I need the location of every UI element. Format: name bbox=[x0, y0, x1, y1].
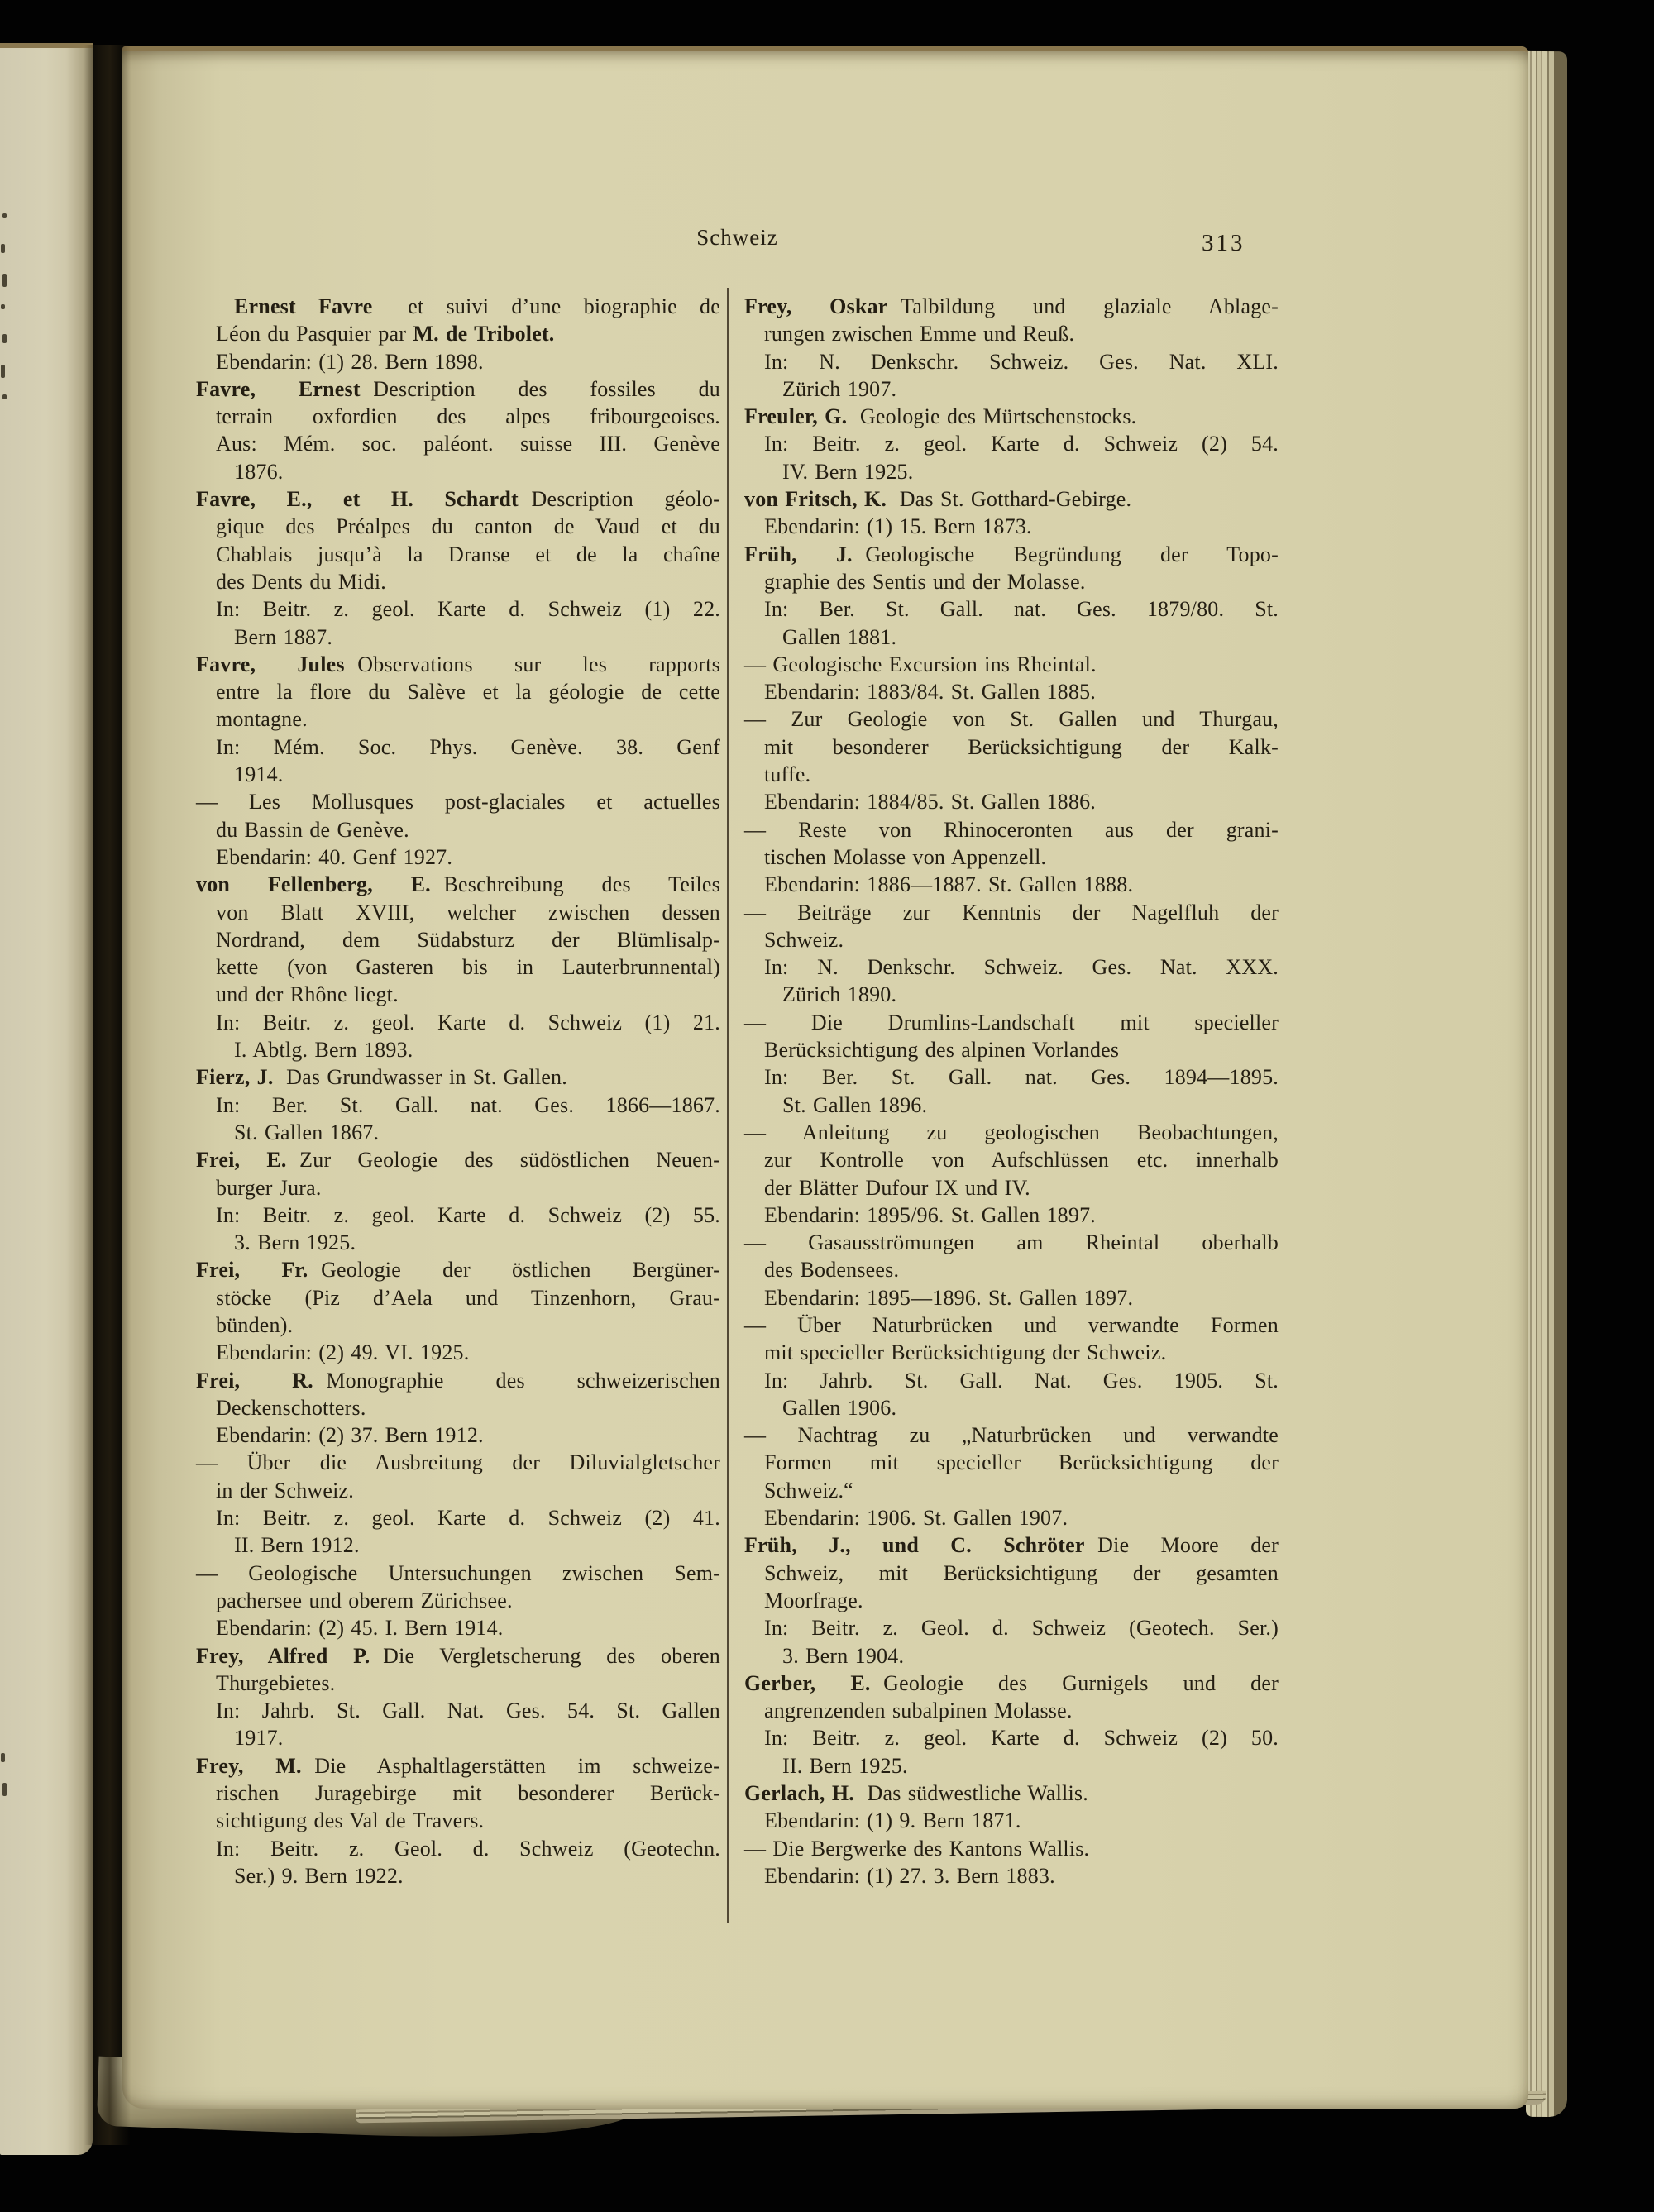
bib-line bbox=[196, 320, 720, 347]
bib-text: In: Beitr. z. geol. Karte d. Schweiz (2) 54. bbox=[764, 432, 1279, 456]
bib-text: Moorfrage. bbox=[764, 1588, 863, 1612]
bib-line bbox=[744, 1367, 1279, 1394]
bib-author: Fierz, J. bbox=[196, 1065, 274, 1090]
bib-line bbox=[196, 788, 720, 815]
bib-line bbox=[196, 1642, 720, 1670]
bib-line bbox=[744, 981, 1279, 1008]
bib-text: Die Moore der bbox=[1097, 1533, 1279, 1558]
bib-line bbox=[744, 485, 1279, 513]
bib-text: pachersee und oberem Zürichsee. bbox=[216, 1588, 513, 1612]
bib-text: Das St. Gotthard-Gebirge. bbox=[899, 487, 1132, 512]
bib-text: angrenzenden subalpinen Molasse. bbox=[764, 1698, 1073, 1723]
bib-text: St. Gallen 1896. bbox=[782, 1092, 928, 1117]
bib-text: rungen zwischen Emme und Reuß. bbox=[764, 322, 1075, 346]
column-divider-rule bbox=[727, 288, 729, 1923]
bib-line bbox=[744, 403, 1279, 430]
gutter-shadow bbox=[84, 45, 131, 2145]
page-header-title: Schweiz bbox=[696, 225, 778, 250]
facing-page-edge bbox=[0, 43, 93, 2155]
bib-text: montagne. bbox=[216, 707, 308, 732]
bib-text: — Zur Geologie von St. Gallen und Thurgau, bbox=[744, 707, 1279, 732]
bib-text: I. Abtlg. Bern 1893. bbox=[234, 1038, 414, 1063]
bib-line bbox=[196, 761, 720, 788]
bib-line bbox=[744, 541, 1279, 568]
column-left bbox=[196, 293, 720, 1890]
bib-text: Schweiz. bbox=[764, 927, 844, 952]
bib-line bbox=[744, 843, 1279, 871]
bib-text: gique des Préalpes du canton de Vaud et du bbox=[216, 514, 720, 539]
bib-line bbox=[744, 816, 1279, 843]
bib-text: Das südwestliche Wallis. bbox=[867, 1781, 1088, 1806]
bib-line bbox=[196, 1780, 720, 1807]
bib-text: Geologie des Gurnigels und der bbox=[883, 1670, 1279, 1695]
bib-line bbox=[744, 1311, 1279, 1339]
bib-text: Ebendarin: (1) 15. Bern 1873. bbox=[764, 514, 1032, 539]
edge-text-fragment bbox=[1, 1753, 5, 1762]
book-page bbox=[122, 46, 1528, 2109]
bib-line bbox=[196, 1202, 720, 1229]
bib-text: In: Beitr. z. Geol. d. Schweiz (Geotechn. bbox=[216, 1836, 720, 1861]
bib-line bbox=[744, 1752, 1279, 1780]
bib-text: — Reste von Rhinoceronten aus der grani- bbox=[744, 817, 1279, 842]
bib-line bbox=[196, 733, 720, 761]
bib-text: Deckenschotters. bbox=[216, 1395, 366, 1420]
bib-text: Das Grundwasser in St. Gallen. bbox=[286, 1065, 567, 1090]
bib-line bbox=[744, 1477, 1279, 1504]
bib-line bbox=[196, 1421, 720, 1449]
bib-line bbox=[744, 1449, 1279, 1476]
bib-line bbox=[196, 1009, 720, 1036]
bib-text: Geologische Begründung der Topo- bbox=[865, 542, 1279, 566]
bib-text: graphie des Sentis und der Molasse. bbox=[764, 569, 1086, 594]
bib-line bbox=[196, 1477, 720, 1504]
bib-text: Geologie der östlichen Bergüner- bbox=[321, 1258, 720, 1283]
bib-text: Schweiz, mit Berücksichtigung der gesamten bbox=[764, 1560, 1279, 1585]
bib-text: entre la flore du Salève et la géologie de cette bbox=[216, 680, 720, 705]
bib-line bbox=[196, 1587, 720, 1614]
bib-line bbox=[196, 871, 720, 898]
bib-text: In: N. Denkschr. Schweiz. Ges. Nat. XLI. bbox=[764, 349, 1279, 374]
bib-line bbox=[196, 403, 720, 430]
bib-line bbox=[744, 595, 1279, 623]
bib-text: II. Bern 1925. bbox=[782, 1753, 908, 1778]
bib-text: Beschreibung des Teiles bbox=[443, 872, 720, 897]
edge-text-fragment bbox=[1, 304, 5, 309]
bib-text: des Dents du Midi. bbox=[216, 569, 386, 594]
bib-text: — Über Naturbrücken und verwandte Formen bbox=[744, 1312, 1279, 1337]
bib-text: et suivi d’une biographie de bbox=[385, 294, 720, 318]
bib-author: Frey, Alfred P. bbox=[196, 1643, 370, 1668]
bib-line bbox=[744, 1697, 1279, 1724]
bib-text: tuffe. bbox=[764, 762, 811, 787]
edge-text-fragment bbox=[1, 365, 5, 378]
bib-line bbox=[744, 1146, 1279, 1173]
bib-text: sichtigung des Val de Travers. bbox=[216, 1808, 485, 1833]
bib-line bbox=[744, 1862, 1279, 1890]
bib-text: mit besonderer Berücksichtigung der Kalk- bbox=[764, 734, 1279, 759]
bib-text: Geologie des Mürtschenstocks. bbox=[859, 404, 1137, 429]
bib-text: Chablais jusqu’à la Dranse et de la chaîne bbox=[216, 542, 720, 566]
bib-line bbox=[196, 1504, 720, 1531]
bib-line bbox=[744, 1780, 1279, 1807]
bib-text: Talbildung und glaziale Ablage- bbox=[901, 294, 1279, 318]
bib-text: Ebendarin: (1) 28. Bern 1898. bbox=[216, 349, 484, 374]
bib-text: Ebendarin: 1895—1896. St. Gallen 1897. bbox=[764, 1285, 1134, 1310]
bib-author: Frei, Fr. bbox=[196, 1258, 308, 1283]
bib-line bbox=[744, 733, 1279, 761]
bib-line bbox=[196, 1174, 720, 1202]
bib-line bbox=[196, 1835, 720, 1862]
bib-line bbox=[744, 1614, 1279, 1641]
bib-text: Ebendarin: 1884/85. St. Gallen 1886. bbox=[764, 790, 1096, 815]
bib-line bbox=[744, 1724, 1279, 1751]
edge-text-fragment bbox=[2, 394, 7, 399]
bib-line bbox=[744, 375, 1279, 403]
bib-author: von Fritsch, K. bbox=[744, 487, 887, 512]
bib-text: Monographie des schweizerischen bbox=[326, 1368, 720, 1393]
bib-text: In: Ber. St. Gall. nat. Ges. 1866—1867. bbox=[216, 1092, 720, 1117]
bib-line bbox=[744, 1229, 1279, 1256]
bib-line bbox=[744, 1504, 1279, 1531]
bib-author: Gerlach, H. bbox=[744, 1781, 854, 1806]
edge-text-fragment bbox=[2, 1783, 7, 1796]
bib-text: In: Ber. St. Gall. nat. Ges. 1894—1895. bbox=[764, 1065, 1279, 1090]
bib-line bbox=[744, 320, 1279, 347]
bib-line bbox=[196, 513, 720, 540]
bib-line bbox=[196, 595, 720, 623]
bib-line bbox=[744, 1807, 1279, 1834]
bib-text: bünden). bbox=[216, 1312, 294, 1337]
bib-author: Favre, E., et H. Schardt bbox=[196, 487, 519, 512]
bib-line bbox=[744, 1063, 1279, 1091]
bib-text: In: N. Denkschr. Schweiz. Ges. Nat. XXX. bbox=[764, 955, 1279, 980]
bib-text: Ebendarin: (1) 27. 3. Bern 1883. bbox=[764, 1863, 1055, 1888]
bib-text: burger Jura. bbox=[216, 1175, 322, 1200]
bib-line bbox=[196, 981, 720, 1008]
bib-line bbox=[744, 1835, 1279, 1862]
bib-line bbox=[196, 1670, 720, 1697]
bib-line bbox=[744, 705, 1279, 733]
bib-text: kette (von Gasteren bis in Lauterbrunnental) bbox=[216, 955, 720, 980]
bib-text: du Bassin de Genève. bbox=[216, 817, 409, 842]
edge-text-fragment bbox=[2, 274, 7, 287]
bib-text: Die Vergletscherung des oberen bbox=[383, 1643, 720, 1668]
bib-text: Zürich 1907. bbox=[782, 376, 897, 401]
bib-text: terrain oxfordien des alpes fribourgeoises. bbox=[216, 404, 720, 429]
bib-line bbox=[744, 1339, 1279, 1366]
bib-text: Ebendarin: 1886—1887. St. Gallen 1888. bbox=[764, 872, 1134, 897]
bib-text: Ebendarin: (2) 37. Bern 1912. bbox=[216, 1423, 484, 1448]
bib-author: Gerber, E. bbox=[744, 1670, 871, 1695]
bib-line bbox=[744, 899, 1279, 926]
bib-text: — Anleitung zu geologischen Beobachtungen, bbox=[744, 1120, 1279, 1144]
bib-line bbox=[744, 568, 1279, 595]
bib-line bbox=[744, 1009, 1279, 1036]
bib-line bbox=[744, 458, 1279, 485]
bib-line bbox=[744, 678, 1279, 705]
bib-text: mit specieller Berücksichtigung der Schweiz. bbox=[764, 1340, 1167, 1365]
bib-text: — Die Bergwerke des Kantons Wallis. bbox=[744, 1836, 1090, 1861]
bib-text: — Nachtrag zu „Naturbrücken und verwandte bbox=[744, 1423, 1279, 1448]
bib-line bbox=[744, 1670, 1279, 1697]
bib-line bbox=[744, 651, 1279, 678]
bib-line bbox=[196, 953, 720, 981]
bib-author: von Fellenberg, E. bbox=[196, 872, 431, 897]
bib-text: 3. Bern 1925. bbox=[234, 1230, 356, 1255]
bib-text: Observations sur les rapports bbox=[357, 652, 720, 676]
bib-text: der Blätter Dufour IX und IV. bbox=[764, 1175, 1030, 1200]
bib-line bbox=[196, 1367, 720, 1394]
bib-line bbox=[744, 1560, 1279, 1587]
bib-text: 1914. bbox=[234, 762, 284, 787]
bib-line bbox=[196, 485, 720, 513]
bib-line bbox=[744, 1202, 1279, 1229]
bib-text: In: Beitr. z. geol. Karte d. Schweiz (1) 21. bbox=[216, 1010, 720, 1034]
bib-text: Léon du Pasquier par bbox=[216, 322, 414, 346]
page-stack-right bbox=[1526, 51, 1567, 2117]
bib-line bbox=[196, 1119, 720, 1146]
bib-text: Ebendarin: (1) 9. Bern 1871. bbox=[764, 1808, 1021, 1833]
bib-line bbox=[196, 541, 720, 568]
bib-line bbox=[196, 926, 720, 953]
bib-text: IV. Bern 1925. bbox=[782, 459, 914, 484]
bib-line bbox=[196, 1229, 720, 1256]
bib-author: Frei, R. bbox=[196, 1368, 313, 1393]
bib-text: 3. Bern 1904. bbox=[782, 1643, 905, 1668]
bib-text: In: Beitr. z. geol. Karte d. Schweiz (2) 50. bbox=[764, 1726, 1279, 1751]
bib-text: 1917. bbox=[234, 1726, 284, 1751]
bib-line bbox=[744, 430, 1279, 457]
bib-line bbox=[744, 293, 1279, 320]
bib-text: Formen mit specieller Berücksichtigung der bbox=[764, 1450, 1279, 1475]
bib-line bbox=[196, 1697, 720, 1724]
bib-line bbox=[196, 1146, 720, 1173]
bib-line bbox=[196, 458, 720, 485]
bib-line bbox=[196, 1036, 720, 1063]
bib-line bbox=[744, 1587, 1279, 1614]
bib-author: Frei, E. bbox=[196, 1148, 287, 1173]
bib-line bbox=[744, 761, 1279, 788]
bib-text: Berücksichtigung des alpinen Vorlandes bbox=[764, 1038, 1120, 1063]
bib-text: Nordrand, dem Südabsturz der Blümlisalp- bbox=[216, 927, 720, 952]
bib-text: II. Bern 1912. bbox=[234, 1533, 360, 1558]
bib-line bbox=[196, 705, 720, 733]
bib-line bbox=[196, 651, 720, 678]
bib-line bbox=[744, 1256, 1279, 1283]
bib-text: stöcke (Piz d’Aela und Tinzenhorn, Grau- bbox=[216, 1285, 720, 1310]
bib-text: — Über die Ausbreitung der Diluvialgletscher bbox=[196, 1450, 720, 1475]
bib-line bbox=[196, 623, 720, 651]
bib-text: — Geologische Untersuchungen zwischen Sem- bbox=[196, 1560, 720, 1585]
bib-line bbox=[744, 623, 1279, 651]
bib-line bbox=[196, 375, 720, 403]
bib-text: Schweiz.“ bbox=[764, 1478, 853, 1503]
bib-line bbox=[744, 953, 1279, 981]
edge-text-fragment bbox=[2, 213, 7, 218]
bib-line bbox=[196, 678, 720, 705]
bib-text: Zur Geologie des südöstlichen Neuen- bbox=[299, 1148, 720, 1173]
bib-line bbox=[196, 430, 720, 457]
bib-text: — Gasausströmungen am Rheintal oberhalb bbox=[744, 1230, 1279, 1255]
bib-line bbox=[196, 1560, 720, 1587]
bib-line bbox=[744, 1642, 1279, 1670]
bib-text: In: Ber. St. Gall. nat. Ges. 1879/80. St. bbox=[764, 597, 1279, 622]
bib-text: Ebendarin: 1906. St. Gallen 1907. bbox=[764, 1506, 1068, 1531]
bib-text: — Die Drumlins-Landschaft mit specieller bbox=[744, 1010, 1279, 1034]
bib-line bbox=[196, 816, 720, 843]
bib-author: Früh, J., und C. Schröter bbox=[744, 1533, 1085, 1558]
bib-author: Favre, Jules bbox=[196, 652, 345, 676]
bib-text: Zürich 1890. bbox=[782, 982, 897, 1007]
bib-text: Aus: Mém. soc. paléont. suisse III. Genève bbox=[216, 432, 720, 456]
bib-text: 1876. bbox=[234, 459, 284, 484]
bib-text: In: Beitr. z. geol. Karte d. Schweiz (2) 55. bbox=[216, 1202, 720, 1227]
bib-line bbox=[744, 788, 1279, 815]
bib-line bbox=[196, 1614, 720, 1641]
bib-text: des Bodensees. bbox=[764, 1258, 900, 1283]
bib-line bbox=[196, 348, 720, 375]
bib-line bbox=[744, 1394, 1279, 1421]
bib-line bbox=[744, 1092, 1279, 1119]
bib-line bbox=[744, 1421, 1279, 1449]
bib-text: Die Asphaltlagerstätten im schweize- bbox=[314, 1753, 720, 1778]
bib-line bbox=[744, 926, 1279, 953]
bib-text: Ebendarin: (2) 49. VI. 1925. bbox=[216, 1340, 470, 1365]
bib-text: Ebendarin: (2) 45. I. Bern 1914. bbox=[216, 1616, 504, 1641]
bib-text: Description des fossiles du bbox=[373, 376, 720, 401]
bib-text: rischen Juragebirge mit besonderer Berück- bbox=[216, 1781, 720, 1806]
bib-text: In: Beitr. z. Geol. d. Schweiz (Geotech. Ser.) bbox=[764, 1616, 1279, 1641]
bib-text: Ebendarin: 40. Genf 1927. bbox=[216, 844, 453, 869]
bib-text: Ser.) 9. Bern 1922. bbox=[234, 1863, 404, 1888]
bib-author: Früh, J. bbox=[744, 542, 853, 566]
bib-line bbox=[196, 1449, 720, 1476]
bib-author: M. de Tribolet. bbox=[413, 322, 555, 346]
bib-line bbox=[196, 1311, 720, 1339]
bib-line bbox=[196, 1256, 720, 1283]
bib-line bbox=[196, 843, 720, 871]
bib-line bbox=[196, 568, 720, 595]
bib-line bbox=[196, 1394, 720, 1421]
bib-text: In: Mém. Soc. Phys. Genève. 38. Genf bbox=[216, 734, 720, 759]
bib-text: Thurgebietes. bbox=[216, 1670, 336, 1695]
bib-line bbox=[196, 1807, 720, 1834]
bib-line bbox=[196, 1531, 720, 1559]
bib-author: Frey, M. bbox=[196, 1753, 302, 1778]
bib-text: Bern 1887. bbox=[234, 624, 333, 649]
bib-line bbox=[196, 1284, 720, 1311]
bib-line bbox=[196, 1092, 720, 1119]
bib-text: In: Beitr. z. geol. Karte d. Schweiz (1) 22. bbox=[216, 597, 720, 622]
bib-text: in der Schweiz. bbox=[216, 1478, 355, 1503]
bib-line bbox=[744, 1119, 1279, 1146]
bib-text: St. Gallen 1867. bbox=[234, 1120, 380, 1144]
bib-text: Ebendarin: 1883/84. St. Gallen 1885. bbox=[764, 680, 1096, 705]
bib-author: Ernest Favre bbox=[234, 294, 373, 318]
bib-text: In: Jahrb. St. Gall. Nat. Ges. 1905. St. bbox=[764, 1368, 1279, 1393]
bib-line bbox=[744, 1284, 1279, 1311]
bib-text: — Geologische Excursion ins Rheintal. bbox=[744, 652, 1097, 676]
bib-text: Gallen 1881. bbox=[782, 624, 897, 649]
bib-line bbox=[196, 1862, 720, 1890]
bib-line bbox=[744, 1174, 1279, 1202]
bib-text: und der Rhône liegt. bbox=[216, 982, 399, 1007]
bib-text: In: Jahrb. St. Gall. Nat. Ges. 54. St. Gallen bbox=[216, 1698, 720, 1723]
bib-line bbox=[196, 899, 720, 926]
bib-text: Description géolo- bbox=[531, 487, 720, 512]
bib-line bbox=[196, 1752, 720, 1780]
bib-line bbox=[744, 1036, 1279, 1063]
bib-author: Favre, Ernest bbox=[196, 376, 361, 401]
bib-line bbox=[744, 1531, 1279, 1559]
bib-line bbox=[744, 871, 1279, 898]
bib-line bbox=[196, 1063, 720, 1091]
bib-text: zur Kontrolle von Aufschlüssen etc. innerhalb bbox=[764, 1148, 1279, 1173]
bib-author: Freuler, G. bbox=[744, 404, 848, 429]
bib-text: — Les Mollusques post-glaciales et actuelles bbox=[196, 790, 720, 815]
bib-author: Frey, Oskar bbox=[744, 294, 888, 318]
edge-text-fragment bbox=[2, 334, 7, 343]
bib-text: Ebendarin: 1895/96. St. Gallen 1897. bbox=[764, 1202, 1096, 1227]
edge-text-fragment bbox=[1, 244, 5, 253]
bib-line bbox=[196, 293, 720, 320]
bib-line bbox=[744, 348, 1279, 375]
bib-text: — Beiträge zur Kenntnis der Nagelfluh der bbox=[744, 900, 1279, 924]
bib-line bbox=[196, 1724, 720, 1751]
bib-text: In: Beitr. z. geol. Karte d. Schweiz (2) 41. bbox=[216, 1506, 720, 1531]
page-number: 313 bbox=[1202, 230, 1245, 256]
bib-text: von Blatt XVIII, welcher zwischen dessen bbox=[216, 900, 720, 924]
column-right bbox=[744, 293, 1279, 1890]
bib-text: Gallen 1906. bbox=[782, 1395, 897, 1420]
bib-text: tischen Molasse von Appenzell. bbox=[764, 844, 1047, 869]
bib-line bbox=[196, 1339, 720, 1366]
bib-line bbox=[744, 513, 1279, 540]
